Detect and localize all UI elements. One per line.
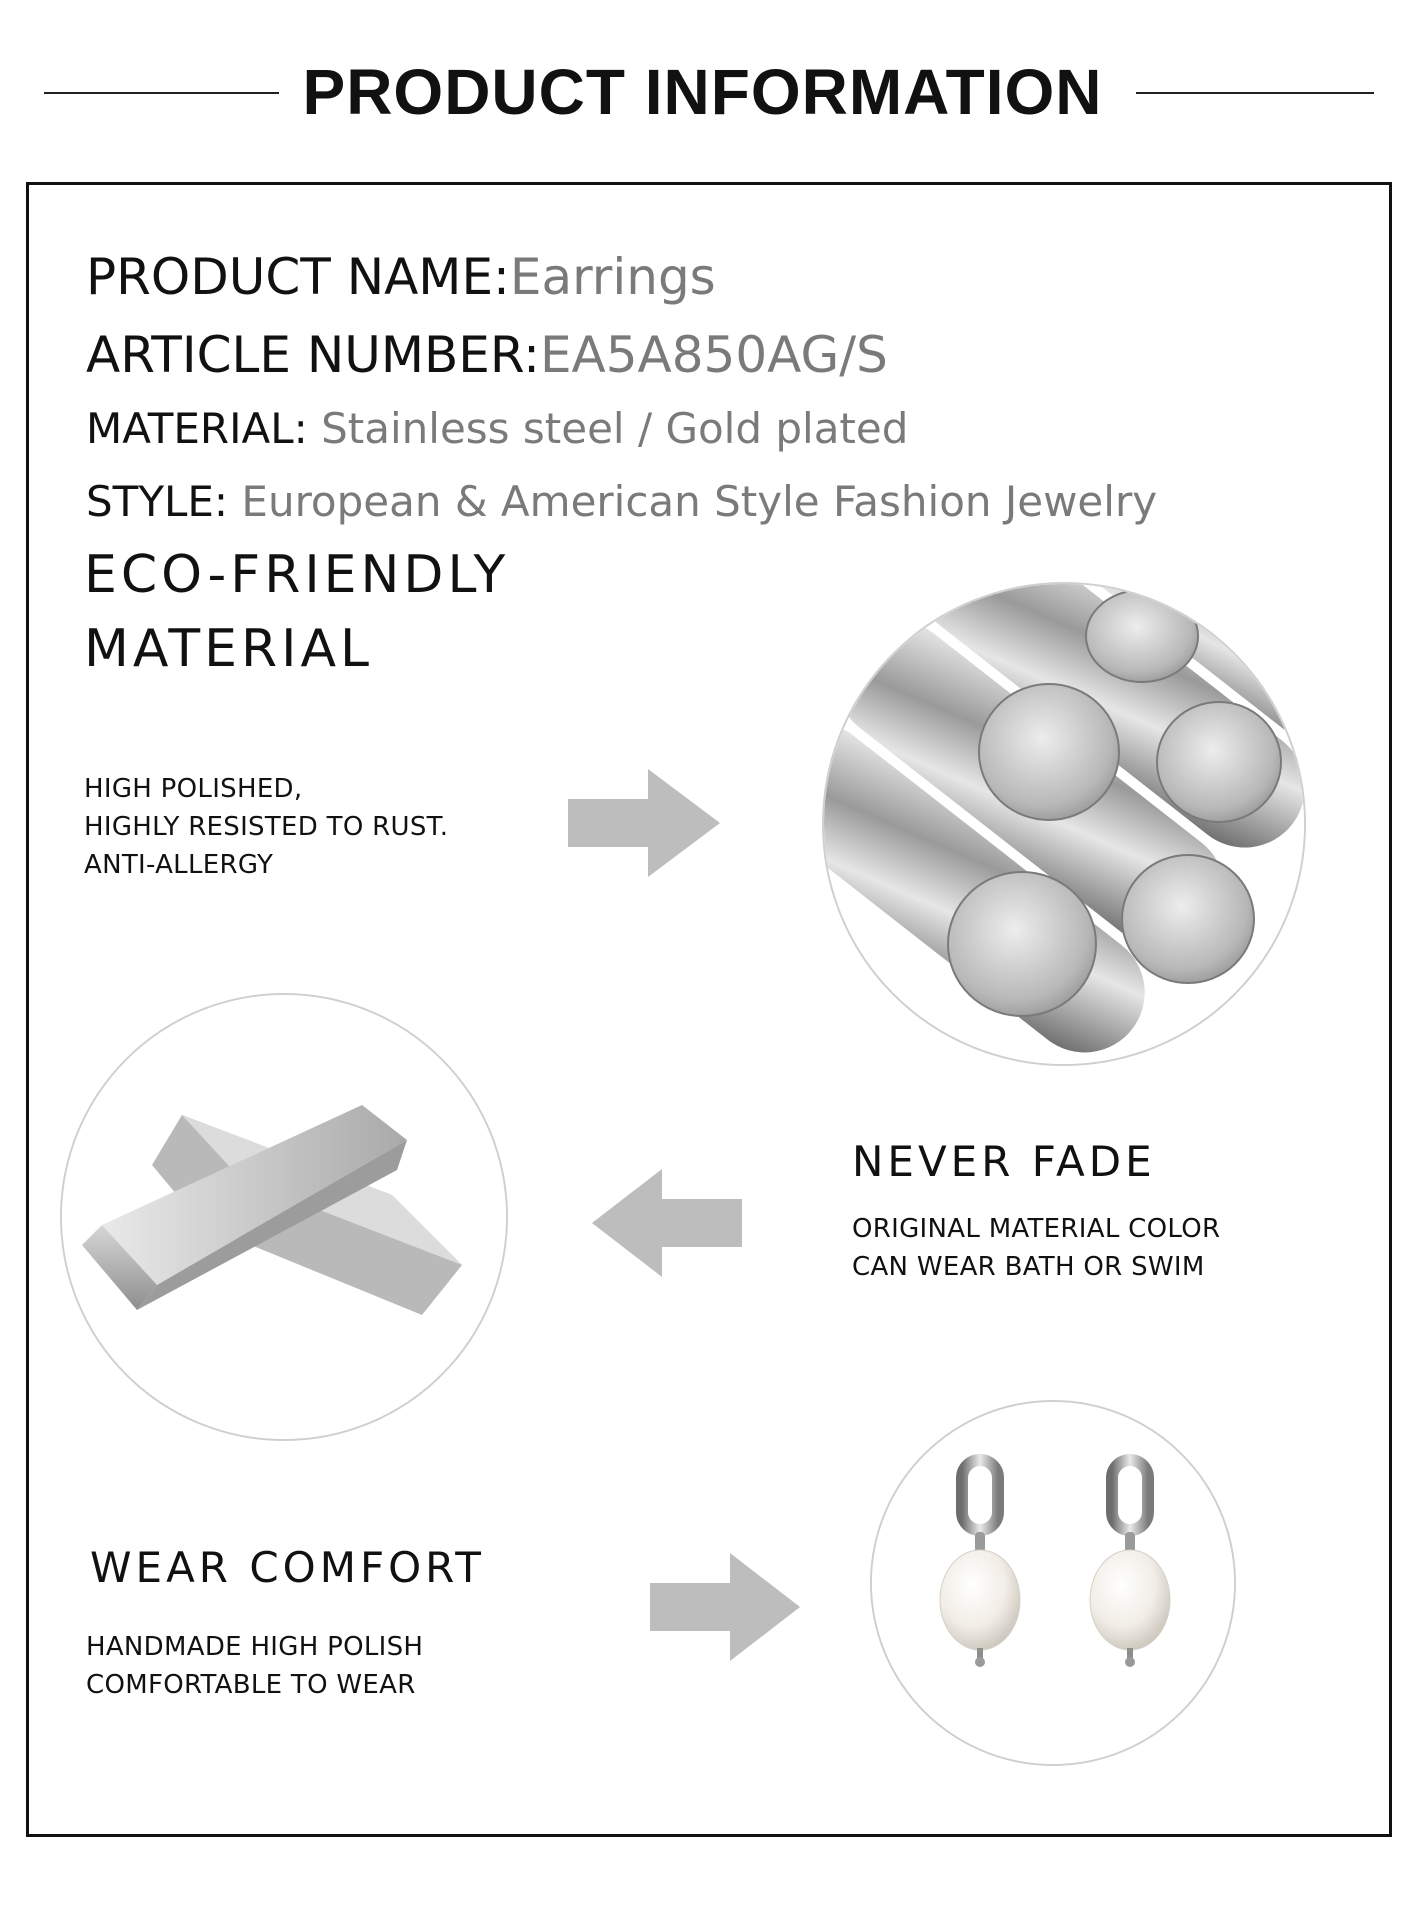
feature3-line2: COMFORTABLE TO WEAR (86, 1670, 416, 1700)
feature1-text (84, 770, 448, 884)
spec-label: STYLE: (86, 477, 229, 526)
silver-bars-image (60, 993, 508, 1441)
feature2-title: NEVER FADE (852, 1137, 1156, 1186)
feature2-text (852, 1210, 1220, 1286)
eco-heading (84, 538, 509, 686)
spec-material (86, 404, 908, 453)
feature1-line1: HIGH POLISHED, (84, 774, 303, 804)
eco-heading-line1: ECO-FRIENDLY (84, 545, 510, 605)
spec-product-name (86, 248, 716, 306)
feature1-line3: ANTI-ALLERGY (84, 850, 274, 880)
feature3-text (86, 1628, 423, 1704)
feature2-line1: ORIGINAL MATERIAL COLOR (852, 1214, 1221, 1244)
feature1-line2: HIGHLY RESISTED TO RUST. (84, 812, 449, 842)
page-title: PRODUCT INFORMATION (302, 56, 1103, 128)
feature3-line1: HANDMADE HIGH POLISH (86, 1632, 424, 1662)
spec-value: Earrings (509, 248, 716, 306)
arrow-left-icon (592, 1169, 742, 1277)
spec-style (86, 477, 1157, 526)
feature2-line2: CAN WEAR BATH OR SWIM (852, 1252, 1205, 1282)
spec-article-number (86, 326, 888, 384)
spec-value: Stainless steel / Gold plated (307, 404, 909, 453)
spec-label: MATERIAL: (86, 404, 308, 453)
steel-rods-image (822, 582, 1306, 1066)
spec-label: PRODUCT NAME: (86, 248, 510, 306)
eco-heading-line2: MATERIAL (84, 619, 374, 679)
spec-value: European & American Style Fashion Jewelry (228, 477, 1158, 526)
title-rule-right (1136, 92, 1374, 94)
spec-value: EA5A850AG/S (539, 326, 888, 384)
feature3-title: WEAR COMFORT (90, 1543, 485, 1592)
arrow-right-icon (650, 1553, 800, 1661)
pearl-earrings-image (870, 1400, 1236, 1766)
arrow-right-icon (568, 769, 720, 877)
spec-label: ARTICLE NUMBER: (86, 326, 540, 384)
